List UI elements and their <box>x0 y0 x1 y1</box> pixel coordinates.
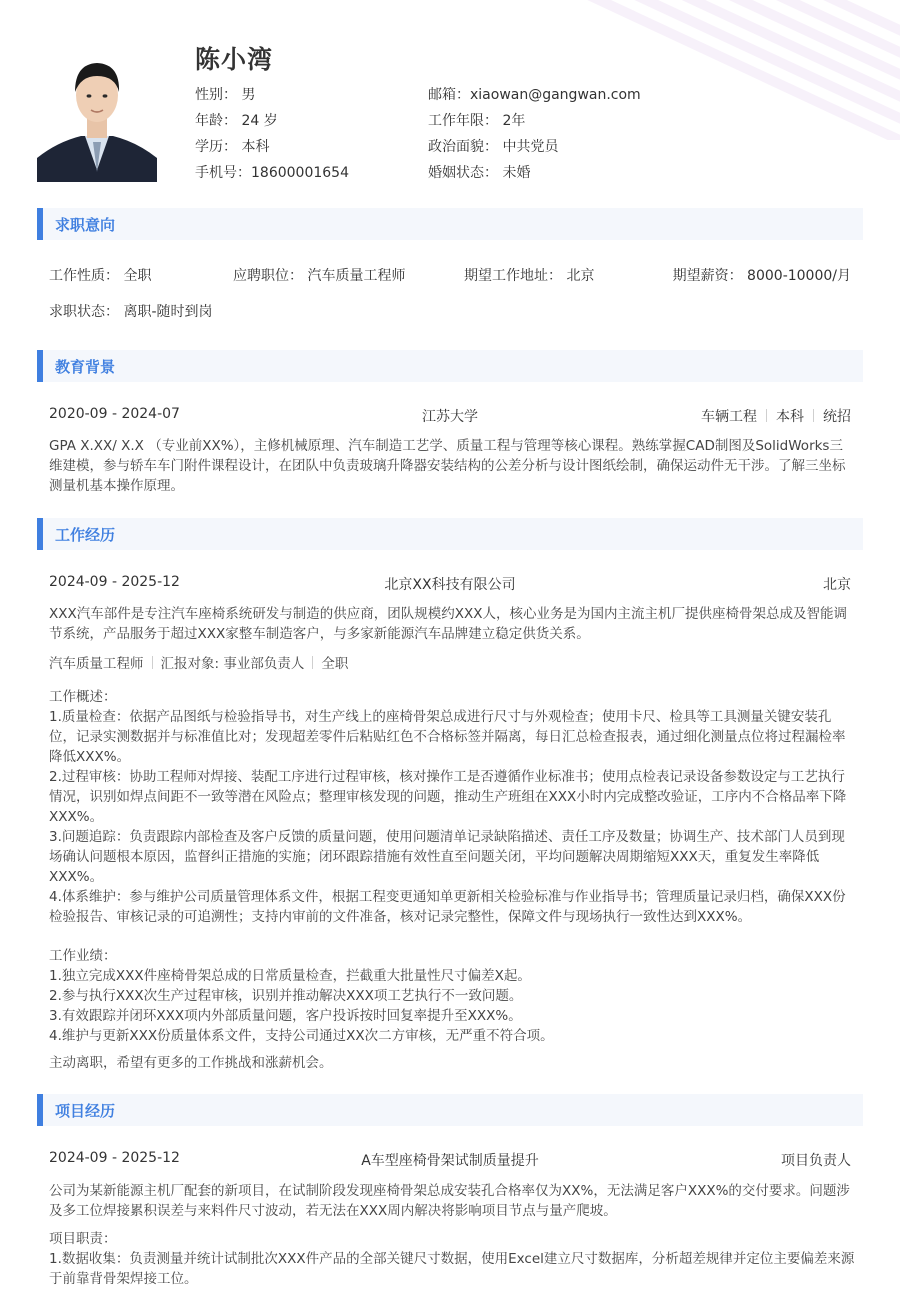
profile-header <box>37 40 867 185</box>
intent-status-row <box>49 301 851 321</box>
achievement-item: 3.有效跟踪并闭环XXX项内外部质量问题，客户投诉按时回复率提升至XXX%。 <box>49 1008 522 1024</box>
work-kind: 全职 <box>321 656 349 672</box>
report-to: 汇报对象: 事业部负责人 <box>160 656 305 672</box>
work-date: 2024-09 - 2025-12 <box>49 574 180 590</box>
phone: 手机号：18600001654 <box>195 165 349 181</box>
project-date: 2024-09 - 2025-12 <box>49 1150 180 1166</box>
job-nature: 工作性质： 全职 <box>49 268 152 284</box>
avatar <box>37 50 157 182</box>
work-achievements <box>49 946 855 1046</box>
degree: 本科 <box>776 409 804 425</box>
work-city: 北京 <box>823 577 851 593</box>
political-status: 政治面貌： 中共党员 <box>428 139 559 155</box>
section-title: 项目经历 <box>55 1102 116 1120</box>
project-name: A车型座椅骨架试制质量提升 <box>361 1153 539 1169</box>
divider <box>312 656 313 669</box>
education-meta <box>701 406 851 426</box>
education-description: GPA X.XX/ X.X （专业前XX%），主修机械原理、汽车制造工艺学、质量工程与管理等核心课程。熟练掌握CAD制图及SolidWorks三维建模，参与轿车车门附件课程设计，在团队中负责玻璃升降器安装结构的公差分析与设计图纸绘制，确保运动件无干涉。了解三坐标测量机基本操作原理。 <box>49 438 846 494</box>
job-role: 汽车质量工程师 <box>49 656 144 672</box>
job-status: 求职状态： 离职-随时到岗 <box>49 304 213 320</box>
overview-item: 1.质量检查：依据产品图纸与检验指导书，对生产线上的座椅骨架总成进行尺寸与外观检查；使用卡尺、检具等工具测量关键安装孔位，记录实测数据并与标准值比对；发现超差零件后粘贴红色不合格标签并隔离，每日汇总检查报表，通过细化测量点位将过程漏检率降低XXX%。 <box>49 709 846 765</box>
work-row <box>49 574 851 594</box>
project-row <box>49 1150 851 1170</box>
job-location: 期望工作地址： 北京 <box>464 268 595 284</box>
divider <box>152 656 153 669</box>
job-salary: 期望薪资： 8000-10000/月 <box>672 268 851 284</box>
enroll-type: 统招 <box>823 409 851 425</box>
job-position: 应聘职位： 汽车质量工程师 <box>233 268 406 284</box>
achievement-item: 4.维护与更新XXX份质量体系文件，支持公司通过XX次二方审核，无严重不符合项。 <box>49 1028 554 1044</box>
overview-item: 4.体系维护：参与维护公司质量管理体系文件，根据工程变更通知单更新相关检验标准与作业指导书；管理质量记录归档，确保XXX份检验报告、审核记录的可追溯性；支持内审前的文件准备，核对记录完整性，保障文件与现场执行一致性达到XXX%。 <box>49 889 846 925</box>
duty-item: 1.数据收集：负责测量并统计试制批次XXX件产品的全部关键尺寸数据，使用Excel建立尺寸数据库，分析超差规律并定位主要偏差来源于前靠背骨架焊接工位。 <box>49 1251 855 1287</box>
section-accent-bar <box>37 208 43 240</box>
section-intent <box>37 208 863 240</box>
education-date: 2020-09 - 2024-07 <box>49 406 180 422</box>
section-accent-bar <box>37 1094 43 1126</box>
basic-info <box>195 84 855 188</box>
section-accent-bar <box>37 518 43 550</box>
section-education <box>37 350 863 382</box>
divider <box>766 409 767 422</box>
marital-status: 婚姻状态： 未婚 <box>428 165 531 181</box>
overview-item: 3.问题追踪：负责跟踪内部检查及客户反馈的质量问题，使用问题清单记录缺陷描述、责任工序及数量；协调生产、技术部门人员到现场确认问题根本原因，监督纠正措施的实施；闭环跟踪措施有效性直至问题关闭，平均问题解决周期缩短XXX天，重复发生率降低XXX%。 <box>49 829 845 885</box>
work-tags <box>49 652 348 672</box>
project-intro: 公司为某新能源主机厂配套的新项目，在试制阶段发现座椅骨架总成安装孔合格率仅为XX%，无法满足客户XXX%的交付要求。问题涉及多工位焊接累积误差与来料件尺寸波动，若无法在XXX周内解决将影响项目节点与量产爬坡。 <box>49 1183 850 1219</box>
achievement-item: 1.独立完成XXX件座椅骨架总成的日常质量检查，拦截重大批量性尺寸偏差X起。 <box>49 968 531 984</box>
section-title: 教育背景 <box>55 358 116 376</box>
achievement-item: 2.参与执行XXX次生产过程审核，识别并推动解决XXX项工艺执行不一致问题。 <box>49 988 523 1004</box>
work-years: 工作年限： 2年 <box>428 113 526 129</box>
section-project <box>37 1094 863 1126</box>
company-name: 北京XX科技有限公司 <box>384 577 516 593</box>
education-level: 学历： 本科 <box>195 139 270 155</box>
email: 邮箱：xiaowan@gangwan.com <box>428 87 641 103</box>
age: 年龄： 24 岁 <box>195 113 278 129</box>
leave-reason: 主动离职，希望有更多的工作挑战和涨薪机会。 <box>49 1055 333 1071</box>
project-duties <box>49 1229 855 1289</box>
school-name: 江苏大学 <box>422 409 478 425</box>
overview-item: 2.过程审核：协助工程师对焊接、装配工序进行过程审核，核对操作工是否遵循作业标准书；使用点检表记录设备参数设定与工艺执行情况，识别如焊点间距不一致等潜在风险点；整理审核发现的问题，推动生产班组在XXX小时内完成整改验证，工序内不合格品率下降XXX%。 <box>49 769 847 825</box>
candidate-name: 陈小湾 <box>195 45 274 74</box>
major: 车辆工程 <box>701 409 757 425</box>
gender: 性别： 男 <box>195 87 256 103</box>
divider <box>813 409 814 422</box>
section-title: 工作经历 <box>55 526 116 544</box>
section-work <box>37 518 863 550</box>
achievement-title: 工作业绩： <box>49 948 117 964</box>
overview-title: 工作概述： <box>49 689 117 705</box>
section-title: 求职意向 <box>55 216 116 234</box>
duty-title: 项目职责： <box>49 1231 117 1247</box>
section-accent-bar <box>37 350 43 382</box>
work-overview <box>49 687 855 927</box>
intent-row <box>49 265 851 285</box>
company-intro: XXX汽车部件是专注汽车座椅系统研发与制造的供应商，团队规模约XXX人，核心业务是为国内主流主机厂提供座椅骨架总成及智能调节系统，产品服务于超过XXX家整车制造客户，与多家新能源汽车品牌建立稳定供货关系。 <box>49 606 847 642</box>
education-row <box>49 406 851 426</box>
project-role: 项目负责人 <box>781 1153 851 1169</box>
